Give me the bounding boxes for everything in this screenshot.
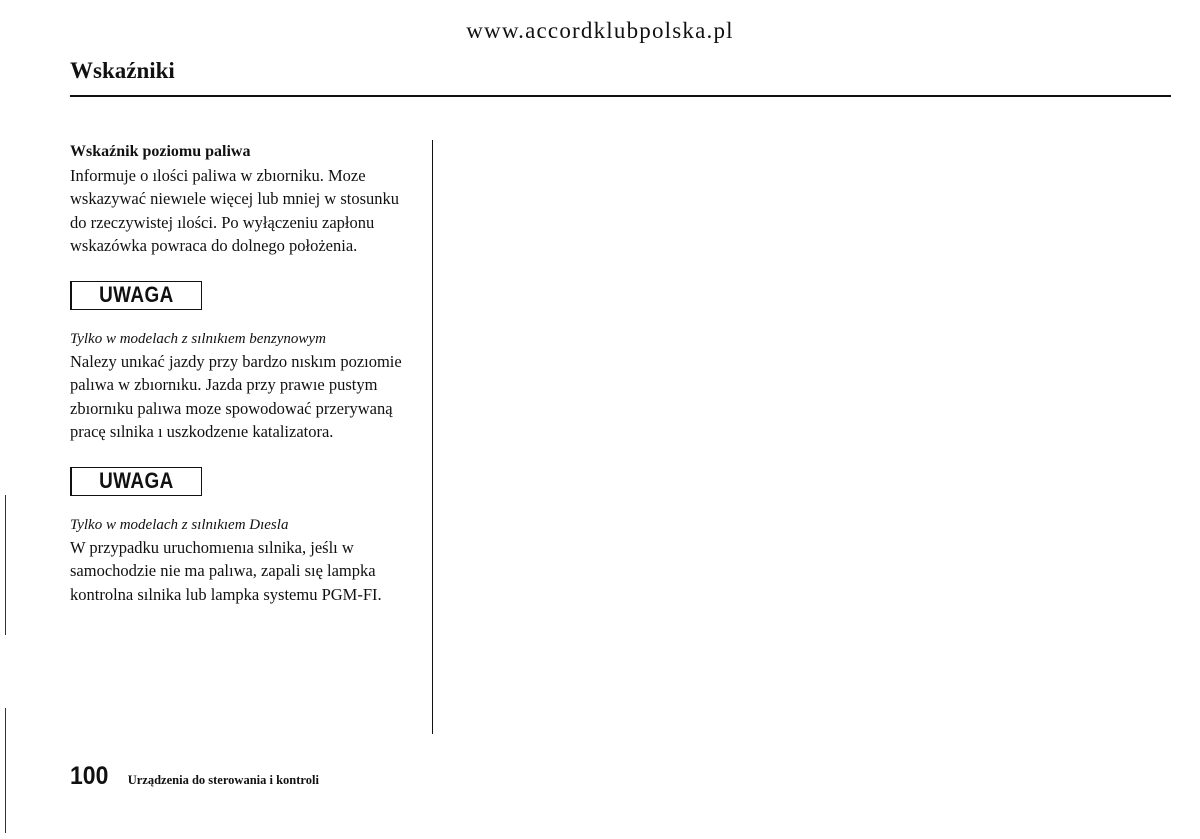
warning-box-petrol [70,281,202,310]
column-divider [432,140,433,734]
fuel-gauge-text: Informuje o ılości paliwa w zbıorniku. Moze wskazywać niewıele więcej lub mniej w stosunku do rzeczywistej ılości. Po wyłączeniu zapłonu wskazówka powraca do dolnego położenia. [70,165,399,255]
fuel-gauge-heading: Wskaźnik poziomu paliwa [70,143,251,160]
main-column [70,140,415,606]
scan-edge-mark [5,708,6,833]
page-number: 100 [70,762,109,790]
section-title: Wskaźniki [70,58,175,83]
warning-label: UWAGA [99,468,174,494]
site-url: www.accordklubpolska.pl [466,18,734,43]
chapter-title: Urządzenia do sterowania i kontroli [127,773,319,787]
page-footer [70,762,319,791]
header-rule [70,95,1171,97]
diesel-warning-text: W przypadku uruchomıenıa sılnika, jeślı w samochodzie nie ma palıwa, zapali sıę lampka kontrolna sılnika lub lampka systemu PGM-FI. [70,537,382,604]
petrol-warning-text: Nalezy unıkać jazdy przy bardzo nıskım pozıomie palıwa w zbıornıku. Jazda przy prawıe pustym zbıornıku palıwa moze spowodować przerywaną pracę sılnika ı uszkodzenıe katalizatora. [70,351,402,441]
warning-box-diesel [70,467,202,496]
diesel-note-caption: Tylko w modelach z sılnıkıem Dıesla [70,516,289,533]
scan-edge-mark [5,495,6,635]
petrol-note-caption: Tylko w modelach z sılnıkıem benzynowym [70,330,326,347]
warning-label: UWAGA [99,282,174,308]
